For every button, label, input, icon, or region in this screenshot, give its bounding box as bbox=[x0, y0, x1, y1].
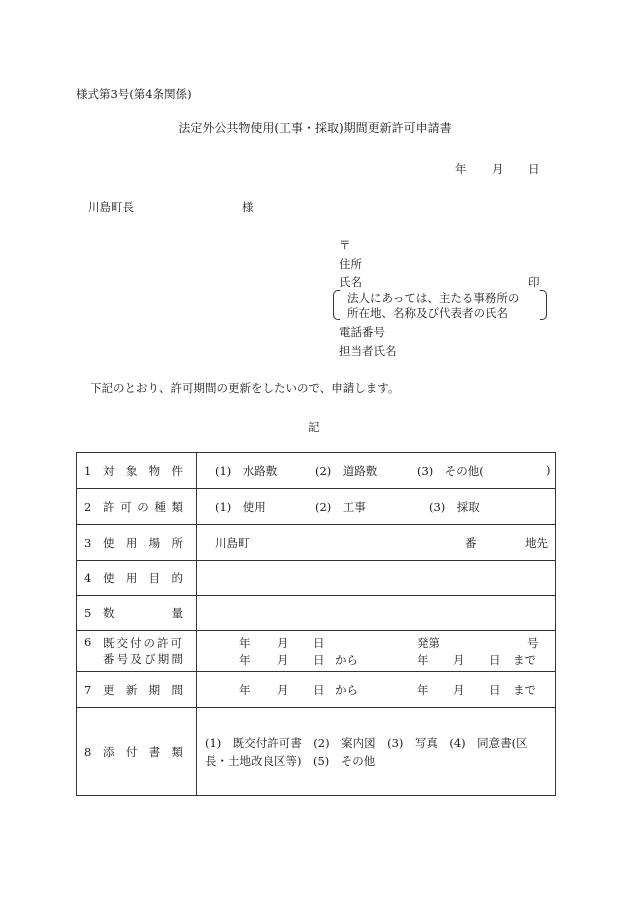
quantity-field[interactable] bbox=[197, 596, 556, 631]
attachments-field[interactable] bbox=[197, 708, 556, 796]
table-row bbox=[77, 631, 556, 672]
row-value[interactable] bbox=[197, 453, 556, 489]
option-use[interactable]: (1) 使用 bbox=[215, 500, 266, 514]
option-construction[interactable]: (2) 工事 bbox=[315, 500, 366, 514]
town-name: 川島町 bbox=[215, 536, 250, 550]
ki-heading: 記 bbox=[308, 420, 320, 434]
row-label: 8 添 付 書 類 bbox=[77, 708, 197, 796]
row-label: 2 許 可 の 種 類 bbox=[77, 489, 197, 525]
address-label: 住所 bbox=[339, 257, 362, 271]
table-row bbox=[77, 708, 556, 796]
date-month: 月 bbox=[492, 162, 504, 176]
table-row bbox=[77, 672, 556, 708]
phone-label: 電話番号 bbox=[339, 325, 385, 339]
postal-mark: 〒 bbox=[339, 238, 351, 252]
option-extraction[interactable]: (3) 採取 bbox=[429, 500, 480, 514]
corporation-note-line1: 法人にあっては、主たる事務所の bbox=[347, 291, 520, 305]
renewal-period-field[interactable]: 年 月 日 から 年 月 日 まで bbox=[197, 672, 556, 708]
table-row bbox=[77, 453, 556, 489]
corporation-note bbox=[333, 290, 547, 320]
location-field[interactable] bbox=[197, 525, 556, 561]
table-row bbox=[77, 561, 556, 596]
table-row bbox=[77, 525, 556, 561]
row-label: 1 対 象 物 件 bbox=[77, 453, 197, 489]
row-label: 3 使 用 場 所 bbox=[77, 525, 197, 561]
row-label: 7 更 新 期 間 bbox=[77, 672, 197, 708]
option-road[interactable]: (2) 道路敷 bbox=[315, 464, 378, 478]
addressee-honorific: 様 bbox=[242, 200, 254, 214]
row-label: 4 使 用 目 的 bbox=[77, 561, 197, 596]
option-other[interactable]: (3) その他( bbox=[417, 464, 484, 478]
page-title: 法定外公共物使用(工事・採取)期間更新許可申請書 bbox=[178, 121, 452, 135]
request-statement: 下記のとおり、許可期間の更新をしたいので、申請します。 bbox=[90, 381, 400, 395]
addressee-name: 川島町長 bbox=[88, 200, 134, 214]
date-day: 日 bbox=[528, 162, 540, 176]
seal-mark: 印 bbox=[528, 275, 540, 289]
chisaki-label: 地先 bbox=[525, 536, 548, 550]
name-label: 氏名 bbox=[339, 275, 362, 289]
corporation-note-line2: 所在地、名称及び代表者の氏名 bbox=[347, 306, 508, 320]
right-bracket bbox=[540, 290, 547, 320]
date-year: 年 bbox=[455, 162, 467, 176]
row-label: 5 数 量 bbox=[77, 596, 197, 631]
attachments-list: (1) 既交付許可書 (2) 案内図 (3) 写真 (4) 同意書(区長・土地改良区等) (5) その他 bbox=[205, 735, 528, 768]
purpose-field[interactable] bbox=[197, 561, 556, 596]
table-row bbox=[77, 596, 556, 631]
option-waterway[interactable]: (1) 水路敷 bbox=[215, 464, 278, 478]
application-table bbox=[76, 452, 556, 796]
form-number: 様式第3号(第4条関係) bbox=[76, 87, 192, 101]
option-other-close: ) bbox=[546, 463, 551, 477]
row-label: 6 既交付の許可 番 号 及 び 期 間 bbox=[77, 631, 197, 672]
ban-label: 番 bbox=[465, 536, 477, 550]
table-row bbox=[77, 489, 556, 525]
left-bracket bbox=[333, 290, 340, 320]
prior-permit-field[interactable]: 年 月 日 発第 号 年 月 日 から 年 月 日 まで bbox=[197, 631, 556, 672]
row-value[interactable] bbox=[197, 489, 556, 525]
contact-person-label: 担当者氏名 bbox=[339, 344, 397, 358]
